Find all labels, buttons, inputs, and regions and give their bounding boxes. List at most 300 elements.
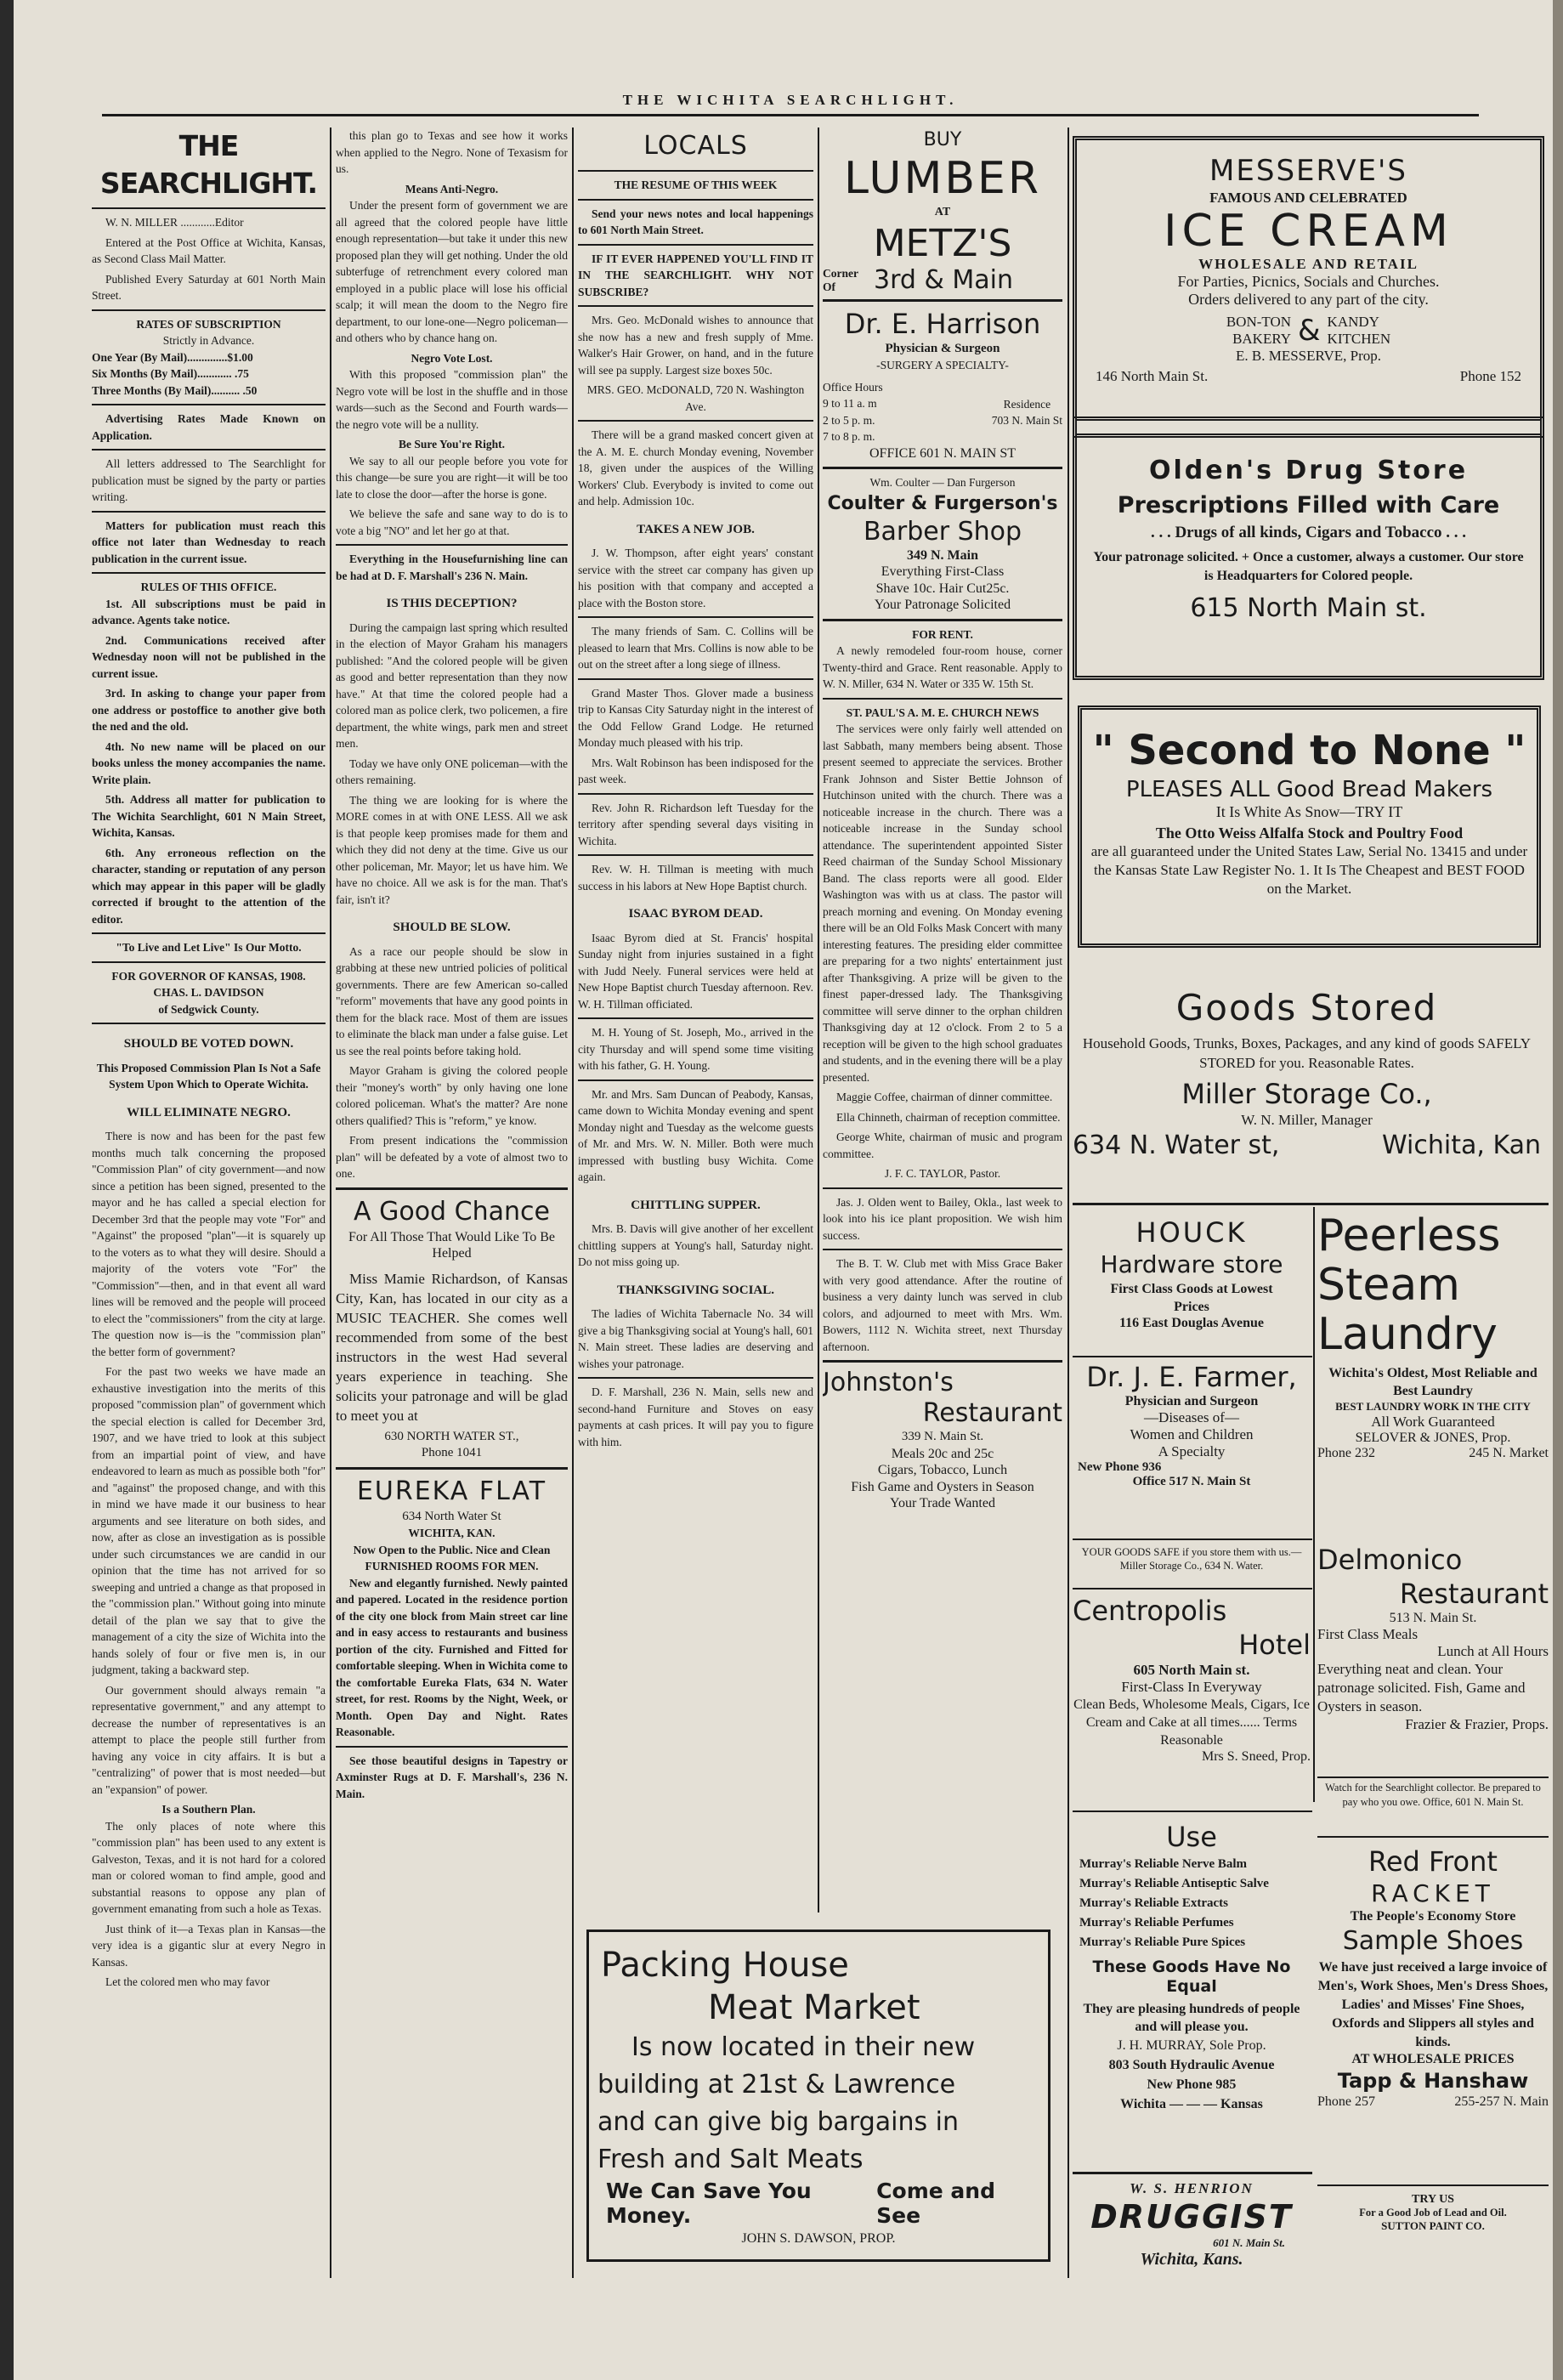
- red-front-footer: [1317, 2094, 1549, 2110]
- johnston-season: Fish Game and Oysters in Season: [851, 1479, 1034, 1494]
- bonton-label: BON-TON: [1226, 314, 1292, 330]
- peerless-props: SELOVER & JONES, Prop.: [1355, 1431, 1511, 1445]
- peerless-ad: [1317, 1211, 1549, 1534]
- messerve-famous: FAMOUS AND CELEBRATED: [1209, 190, 1407, 206]
- motto: "To Live and Let Live" Is Our Motto.: [116, 941, 302, 954]
- johnston-goods: Cigars, Tobacco, Lunch: [877, 1463, 1008, 1477]
- divider: [823, 299, 1062, 302]
- packing-prop: JOHN S. DAWSON, PROP.: [741, 2231, 896, 2246]
- murray-address: 803 South Hydraulic Avenue: [1108, 2058, 1275, 2072]
- red-front-address: 255-257 N. Main: [1454, 2094, 1549, 2109]
- divider: [1073, 1356, 1312, 1357]
- right-scan-edge: [1553, 0, 1563, 2380]
- divider: [92, 511, 326, 513]
- good-chance-address: 630 NORTH WATER ST.,: [384, 1429, 519, 1443]
- rule-item: 2nd. Communications received after Wednesday noon will not be published in the current issue.: [92, 633, 326, 680]
- eureka-title: EUREKA FLAT: [356, 1476, 547, 1506]
- goods-company: Miller Storage Co.,: [1181, 1078, 1432, 1110]
- divider: [92, 961, 326, 963]
- goods-safe-notice: YOUR GOODS SAFE if you store them with us.—Miller Storage Co., 634 N. Water.: [1081, 1546, 1302, 1572]
- goods-address: 634 N. Water st,: [1073, 1130, 1280, 1160]
- barber-address: 349 N. Main: [907, 547, 978, 563]
- residence-address: 703 N. Main St: [991, 414, 1062, 427]
- messerve-ad: [1073, 136, 1544, 438]
- packing-house-ad: [586, 1930, 1050, 2262]
- rates-heading: RATES OF SUBSCRIPTION: [136, 317, 281, 331]
- church-pastor: J. F. C. TAYLOR, Pastor.: [884, 1167, 1001, 1180]
- sutton-ad: [1317, 2193, 1549, 2252]
- packing-title: Packing House: [601, 1946, 849, 1985]
- red-front-ad: [1317, 1844, 1549, 2180]
- packing-line: Is now located in their new: [631, 2032, 976, 2062]
- farmer-phone: New Phone 936: [1078, 1460, 1162, 1474]
- murray-use: Use: [1166, 1821, 1217, 1853]
- divider: [823, 619, 1062, 621]
- divider: [92, 572, 326, 574]
- divider: [823, 1187, 1062, 1189]
- divider: [92, 449, 326, 450]
- for-rent-body: A newly remodeled four-room house, corner Twenty-third and Grace. Rent reasonable. Apply to W. N. Miller, 634 N. Water or 335 W. 15th St.: [823, 644, 1062, 690]
- divider: [1317, 1776, 1549, 1778]
- murray-product: Murray's Reliable Extracts: [1079, 1896, 1228, 1910]
- rules-heading: RULES OF THIS OFFICE.: [140, 581, 277, 593]
- peerless-laundry: Laundry: [1317, 1309, 1498, 1360]
- column-4: [823, 128, 1062, 1912]
- oldens-patronage: Your patronage solicited. + Once a customer, always a customer. Our store is Headquarters for Colored people.: [1093, 550, 1524, 583]
- kitchen-label: KITCHEN: [1327, 331, 1391, 347]
- goods-city: Wichita, Kan: [1382, 1130, 1541, 1160]
- divider: [336, 1467, 568, 1470]
- local-item: M. H. Young of St. Joseph, Mo., arrived in the city Thursday and will spend some time visiting with his father, G. H. Young.: [578, 1026, 813, 1072]
- second-title: " Second to None ": [1092, 727, 1526, 774]
- published-notice: Published Every Saturday at 601 North Main Street.: [92, 272, 326, 302]
- church-committee: George White, chairman of music and program committee.: [823, 1130, 1062, 1160]
- corner-street: 3rd & Main: [874, 264, 1014, 295]
- divider: [92, 207, 326, 209]
- peerless-address: 245 N. Market: [1469, 1446, 1549, 1460]
- eureka-open: Now Open to the Public. Nice and Clean FURNISHED ROOMS FOR MEN.: [353, 1543, 551, 1572]
- sutton-try: TRY US: [1412, 2193, 1454, 2206]
- delmonico-restaurant: Restaurant: [1399, 1578, 1549, 1610]
- murray-product: Murray's Reliable Perfumes: [1079, 1916, 1234, 1930]
- johnston-name: Johnston's: [823, 1368, 954, 1397]
- messerve-name: MESSERVE'S: [1209, 154, 1407, 188]
- red-front-shoes: Sample Shoes: [1342, 1926, 1524, 1956]
- peerless-oldest: Wichita's Oldest, Most Reliable and Best Laundry: [1328, 1366, 1538, 1398]
- article-paragraph: Under the present form of government we are all agreed that the colored people have little enough representation—but take it under this new proposed plan they will get nothing. Under the old subterfuge of retrenchment every colored man employed in a public place will lose his official scalp; it will mean the doom to the Negro fire department, to our lone-one—Negro policeman—and others who by chance hang on.: [336, 199, 568, 344]
- messerve-phone: Phone 152: [1459, 368, 1521, 384]
- harrison-hours: [823, 379, 1062, 445]
- column-rule: [330, 128, 331, 2278]
- murray-product: Murray's Reliable Nerve Balm: [1079, 1857, 1248, 1871]
- church-committee: Maggie Coffee, chairman of dinner committee.: [836, 1091, 1053, 1103]
- hours-line: 9 to 11 a. m: [823, 397, 877, 410]
- subheadline: This Proposed Commission Plan Is Not a Safe System Upon Which to Operate Wichita.: [96, 1061, 321, 1091]
- locals-title: LOCALS: [643, 131, 748, 161]
- farmer-women: Women and Children: [1130, 1426, 1254, 1442]
- johnston-restaurant: Restaurant: [922, 1398, 1062, 1428]
- henrion-city: Wichita, Kans.: [1140, 2250, 1243, 2269]
- packing-save: We Can Save You Money.: [606, 2179, 812, 2228]
- barber-prices: Shave 10c. Hair Cut25c.: [875, 581, 1010, 596]
- barber-shop: Barber Shop: [863, 516, 1022, 547]
- eureka-body: New and elegantly furnished. Newly painted and papered. Located in the residence portion of the city one block from Main street car line and in easy access to restaurants and business portion of the city. Furnished and Fitted for comfortable sleeping. When in Wichita come to the comfortable Eureka Flats, 634 N. Water street, for rest. Rooms by the Night, Week, or Month. Open Day and Night. Rates Reasonable.: [336, 1576, 568, 1738]
- johnston-meals: Meals 20c and 25c: [891, 1446, 994, 1461]
- packing-line: building at 21st & Lawrence: [597, 2070, 956, 2100]
- messerve-parties: For Parties, Picnics, Socials and Churches.: [1177, 273, 1440, 290]
- eureka-city: WICHITA, KAN.: [408, 1527, 496, 1539]
- houck-hardware: Hardware store: [1100, 1250, 1283, 1278]
- header-rule: [102, 114, 1479, 116]
- divider: [1317, 1836, 1549, 1838]
- murray-pleasing: They are pleasing hundreds of people and will please you.: [1083, 2002, 1300, 2034]
- hours-line: 2 to 5 p. m.: [823, 413, 875, 427]
- governor-heading: FOR GOVERNOR OF KANSAS, 1908.: [111, 969, 306, 983]
- headline: WILL ELIMINATE NEGRO.: [127, 1105, 291, 1119]
- subheading: Means Anti-Negro.: [405, 182, 499, 196]
- local-item: The many friends of Sam. C. Collins will be pleased to learn that Mrs. Collins is now able to be out on the street after a long siege of illness.: [578, 625, 813, 671]
- residence-label: Residence: [1003, 397, 1051, 411]
- second-white: It Is White As Snow—TRY IT: [1215, 803, 1403, 820]
- murray-equal: These Goods Have No Equal: [1092, 1958, 1291, 1996]
- farmer-name: Dr. J. E. Farmer,: [1086, 1361, 1297, 1393]
- local-item: J. W. Thompson, after eight years' constant service with the street car company has given up his position with that company and accepted a place with the Boston store.: [578, 547, 813, 609]
- messerve-wholesale: WHOLESALE AND RETAIL: [1198, 256, 1419, 272]
- article-paragraph: The only places of note where this "commission plan" has been used to any extent is Galveston, Texas, and it is not hard for a colored man or colored woman to find ample, good and substantial reasons to oppose any plan of government emanating from such a hole as Texas.: [92, 1819, 326, 1915]
- local-item: The B. T. W. Club met with Miss Grace Baker with very good attendance. After the routine of business a very dainty lunch was served in club colors, and adjourned to meet with Mrs. Wm. Bowers, 1112 N. Wichita street, next Thursday afternoon.: [823, 1257, 1062, 1353]
- lumber-at: AT: [934, 206, 951, 218]
- article-paragraph: We say to all our people before you vote for this change—be sure you are right—it will be too late to close the door—after the horse is gone.: [336, 454, 568, 501]
- bakery-label: BAKERY: [1232, 331, 1292, 347]
- column-3: [578, 128, 813, 1912]
- delmonico-address: 513 N. Main St.: [1389, 1611, 1477, 1625]
- column-rule: [818, 128, 819, 1912]
- column-2: [336, 128, 568, 2278]
- farmer-title: Physician and Surgeon: [1124, 1394, 1259, 1408]
- rate-line: One Year (By Mail)..............$1.00: [92, 350, 253, 364]
- barber-owners: Wm. Coulter — Dan Furgerson: [869, 476, 1016, 489]
- headline: SHOULD BE VOTED DOWN.: [123, 1037, 294, 1051]
- sutton-job: For a Good Job of Lead and Oil.: [1359, 2207, 1507, 2218]
- local-item: Rev. W. H. Tillman is meeting with much success in his labors at New Hope Baptist church.: [578, 863, 813, 892]
- farmer-diseases: —Diseases of—: [1144, 1409, 1239, 1425]
- delmonico-ad: [1317, 1543, 1549, 1772]
- red-front-tapp: Tapp & Hanshaw: [1337, 2069, 1529, 2093]
- ampersand: &: [1298, 314, 1321, 348]
- column-rule: [572, 128, 574, 2278]
- johnston-trade: Your Trade Wanted: [890, 1496, 995, 1510]
- oldens-address: 615 North Main st.: [1190, 593, 1427, 623]
- good-chance-sub: For All Those That Would Like To Be Helped: [348, 1229, 556, 1261]
- divider: [823, 1360, 1062, 1363]
- divider: [336, 544, 568, 546]
- article-paragraph: For the past two weeks we have made an exhaustive investigation into the merits of this proposed "commission plan" of government which the special election is called for December 3rd, 1907, and we have tried to look at this subject from an impartial point of view, and have endeavored to learn as much as possible both "for" and "against" the proposed change, and with this in mind we have made it our business to hear arguments and see literature on both sides, and now, after as close an investigation as is possible under such circumstances we are candid in our opinion that the time has not arrived for so sweeping and untried a change as that proposed in the "commission plan." Without going into minute detail of the plan we say that to give the management of a city the size of Wichita into the hands solely of four or five men is, in our judgment, taking a backward step.: [92, 1365, 326, 1676]
- murray-ad: [1073, 1819, 1311, 2168]
- messerve-icecream: ICE CREAM: [1164, 206, 1453, 257]
- messerve-footer: [1096, 368, 1521, 385]
- peerless-footer: [1317, 1446, 1549, 1461]
- subheading: Be Sure You're Right.: [398, 438, 505, 450]
- divider: [578, 305, 813, 307]
- centropolis-first: First-Class In Everyway: [1121, 1679, 1262, 1695]
- bonton-left: [1226, 314, 1291, 348]
- article-paragraph: The thing we are looking for is where the MORE comes in at with ONE LESS. All we ask is that people keep promises made for them and which they did not deny at the time. Give us our other policeman, Mr. Mayor; let us have him. We have no choice. All we ask is for the man. That's fair, isn't it?: [336, 793, 568, 906]
- lumber-word: LUMBER: [844, 153, 1041, 204]
- second-to-none-ad: [1078, 706, 1541, 948]
- murray-product: Murray's Reliable Antiseptic Salve: [1079, 1877, 1269, 1890]
- metz-name: METZ'S: [873, 221, 1012, 265]
- rule-item: 4th. No new name will be placed on our books unless the money accompanies the name. Write plain.: [92, 740, 326, 786]
- article-paragraph: Mayor Graham is giving the colored people their "money's worth" by only having one lone colored policeman. What's the matter? Are none others qualified? This is "reform," ye know.: [336, 1064, 568, 1127]
- oldens-name: Olden's Drug Store: [1148, 456, 1469, 485]
- divider: [578, 678, 813, 680]
- article-paragraph: As a race our people should be slow in grabbing at these new untried policies of political governments. There are few American so-called "reform" movements that have any good points in them for the black race. Most of them are issues to eliminate the black man under a false guise. Let us see the real points before taking hold.: [336, 944, 568, 1057]
- headline: TAKES A NEW JOB.: [637, 522, 755, 536]
- local-item: Mrs. Geo. McDonald wishes to announce that she now has a new and fresh supply of Mme. Walker's Hair Grower, on hand, and in the future will see pa supply. Largest size boxes 50c.: [578, 314, 813, 377]
- kandy-label: KANDY: [1327, 314, 1379, 330]
- henrion-druggist: DRUGGIST: [1090, 2198, 1293, 2236]
- letters-notice: All letters addressed to The Searchlight for publication must be signed by the party or parties writing.: [92, 457, 326, 503]
- running-header: THE WICHITA SEARCHLIGHT.: [622, 92, 959, 108]
- good-chance-title: A Good Chance: [354, 1196, 550, 1227]
- divider: [578, 1377, 813, 1379]
- houck-name: HOUCK: [1135, 1216, 1248, 1249]
- bonton-right: [1328, 314, 1391, 348]
- column-rule: [1067, 128, 1069, 2278]
- hours-label: Office Hours: [823, 380, 883, 394]
- divider: [1073, 1810, 1312, 1812]
- headline: ISAAC BYROM DEAD.: [628, 907, 763, 921]
- goods-footer: [1073, 1130, 1541, 1160]
- local-item: Jas. J. Olden went to Bailey, Okla., last week to look into his ice plant proposition. We wish him success.: [823, 1195, 1062, 1242]
- hours-block: [823, 379, 883, 445]
- collector-notice: Watch for the Searchlight collector. Be prepared to pay who you owe. Office, 601 N. Main St.: [1325, 1782, 1541, 1808]
- rugs-ad: See those beautiful designs in Tapestry or Axminster Rugs at D. F. Marshall's, 236 N. Main.: [336, 1754, 568, 1800]
- peerless-name: Peerless: [1317, 1211, 1501, 1261]
- goods-title: Goods Stored: [1175, 987, 1438, 1028]
- article-paragraph: this plan go to Texas and see how it works when applied to the Negro. None of Texasism for us.: [336, 129, 568, 175]
- article-paragraph: We believe the safe and sane way to do is to vote a big "NO" and let her go at that.: [336, 507, 568, 537]
- rate-line: Three Months (By Mail).......... .50: [92, 383, 258, 397]
- divider: [578, 420, 813, 422]
- farmer-specialty: A Specialty: [1158, 1443, 1226, 1459]
- local-item: The ladies of Wichita Tabernacle No. 34 will give a big Thanksgiving social at Young's hall, 601 N. Main street. These ladies are deserving and wishes your patronage.: [578, 1307, 813, 1370]
- farmer-ad: [1073, 1360, 1311, 1547]
- messerve-orders: Orders delivered to any part of the city.: [1188, 291, 1429, 308]
- messerve-prop: E. B. MESSERVE, Prop.: [1235, 348, 1382, 364]
- delmonico-name: Delmonico: [1317, 1544, 1463, 1576]
- henrion-name: W. S. HENRION: [1130, 2180, 1254, 2196]
- henrion-ad: [1073, 2180, 1311, 2282]
- divider: [578, 199, 813, 201]
- good-chance-body: Miss Mamie Richardson, of Kansas City, Kan, has located in our city as a MUSIC TEACHER. She comes well recommended from some of the best instructors in the west Had several years experience in teaching. She solicits your patronage and will be glad to meet you at: [336, 1270, 568, 1424]
- headline: SHOULD BE SLOW.: [393, 921, 511, 934]
- peerless-steam: Steam: [1317, 1260, 1460, 1311]
- corner-label: Corner Of: [823, 266, 858, 293]
- harrison-name: Dr. E. Harrison: [844, 307, 1041, 340]
- murray-prop: J. H. MURRAY, Sole Prop.: [1117, 2038, 1266, 2053]
- local-item: Isaac Byrom died at St. Francis' hospital Sunday night from injuries sustained in a fight with Judd Neely. Funeral services were held at New Hope Baptist church Tuesday afternoon. Rev. W. H. Tillman officiated.: [578, 931, 813, 1011]
- marshall-ad: Everything in the Housefurnishing line can be had at D. F. Marshall's 236 N. Main.: [336, 552, 568, 582]
- divider: [578, 244, 813, 246]
- good-chance-phone: Phone 1041: [421, 1446, 483, 1459]
- local-item: D. F. Marshall, 236 N. Main, sells new and second-hand Furniture and Stoves on easy payments at cash prices. It will pay you to figure with him.: [578, 1386, 813, 1448]
- centropolis-name: Centropolis: [1073, 1595, 1227, 1627]
- barber-patronage: Your Patronage Solicited: [874, 598, 1011, 612]
- red-front-phone: Phone 257: [1317, 2094, 1375, 2109]
- red-front-wholesale: AT WHOLESALE PRICES: [1351, 2052, 1515, 2066]
- centropolis-ad: [1073, 1594, 1311, 1806]
- murray-phone: New Phone 985: [1147, 2077, 1237, 2092]
- goods-stored-ad: [1071, 986, 1543, 1198]
- advertising-rates: Advertising Rates Made Known on Application.: [92, 412, 326, 442]
- delmonico-meals: First Class Meals: [1317, 1626, 1419, 1642]
- packing-line: and can give big bargains in: [597, 2107, 960, 2137]
- divider: [336, 1746, 568, 1748]
- peerless-guaranteed: All Work Guaranteed: [1371, 1414, 1495, 1430]
- delmonico-body: Everything neat and clean. Your patronage solicited. Fish, Game and Oysters in season.: [1317, 1661, 1526, 1714]
- rates-sub: Strictly in Advance.: [162, 334, 255, 347]
- subscribe-notice: IF IT EVER HAPPENED YOU'LL FIND IT IN THE SEARCHLIGHT. WHY NOT SUBSCRIBE?: [578, 252, 813, 298]
- subheading: Negro Vote Lost.: [411, 351, 493, 365]
- divider: [1073, 1203, 1549, 1205]
- local-item: Mr. and Mrs. Sam Duncan of Peabody, Kansas, came down to Wichita Monday evening and spent Monday night and Tuesday as the welcome guests of Mr. and Mrs. W. N. Miller. Both were much impressed with bustling busy Wichita. Come again.: [578, 1087, 813, 1183]
- church-committee: Ella Chinneth, chairman of reception committee.: [836, 1110, 1061, 1124]
- article-paragraph: Today we have only ONE policeman—with the others remaining.: [336, 756, 568, 786]
- red-front-name: Red Front: [1368, 1845, 1498, 1878]
- goods-desc: Household Goods, Trunks, Boxes, Packages, and any kind of goods SAFELY STORED for you. Reasonable Rates.: [1082, 1035, 1532, 1071]
- lumber-buy: BUY: [923, 129, 962, 150]
- headline: IS THIS DECEPTION?: [386, 597, 518, 610]
- bonton-row: [1077, 314, 1540, 348]
- headline: THANKSGIVING SOCIAL.: [616, 1283, 775, 1297]
- divider: [823, 467, 1062, 469]
- article-paragraph: During the campaign last spring which resulted in the election of Mayor Graham his managers published: "And the colored people will be given as good and better representation than they now have." At that time the colored people had a colored man as police clerk, two policemen, a fire department, the white wings, park men and street men.: [336, 620, 568, 750]
- article-paragraph: From present indications the "commission plan" will be defeated by a vote of almost two to one.: [336, 1134, 568, 1180]
- henrion-address: 601 N. Main St.: [1213, 2236, 1285, 2249]
- packing-line: Fresh and Salt Meats: [597, 2145, 864, 2174]
- divider: [92, 404, 326, 405]
- second-guarantee: are all guaranteed under the United States Law, Serial No. 13415 and under the Kansas State Law Register No. 1. It Is The Cheapest and BEST FOOD on the Market.: [1090, 843, 1528, 897]
- divider: [92, 932, 326, 934]
- divider: [823, 1249, 1062, 1250]
- peerless-phone: Phone 232: [1317, 1446, 1375, 1460]
- divider: [92, 309, 326, 311]
- resume-heading: THE RESUME OF THIS WEEK: [614, 178, 778, 191]
- peerless-best: BEST LAUNDRY WORK IN THE CITY: [1335, 1400, 1531, 1413]
- article-paragraph: Our government should always remain "a representative government," and any attempt to decrease the number of representatives is an attempt to place the people still further from having any voice in city affairs. It is but a "centralizing" of power that is most needed—but an "expansion" of power.: [92, 1683, 326, 1796]
- oldens-drugs: . . . Drugs of all kinds, Cigars and Tobacco . . .: [1150, 524, 1467, 541]
- send-news: Send your news notes and local happenings to 601 North Main Street.: [578, 207, 813, 236]
- sutton-name: SUTTON PAINT CO.: [1381, 2219, 1485, 2232]
- matters-notice: Matters for publication must reach this office not later than Wednesday to reach publication in the current issue.: [92, 518, 326, 565]
- barber-line: Everything First-Class: [881, 564, 1005, 579]
- headline: CHITTLING SUPPER.: [631, 1198, 761, 1212]
- rule-item: 3rd. In asking to change your paper from one address or postoffice to another give both the ned and the old.: [92, 687, 326, 733]
- goods-manager: W. N. Miller, Manager: [1241, 1112, 1373, 1128]
- red-front-economy: The People's Economy Store: [1350, 1909, 1516, 1924]
- divider: [578, 170, 813, 172]
- eureka-address: 634 North Water St: [402, 1509, 501, 1523]
- local-item: There will be a grand masked concert given at the A. M. E. church Monday evening, November 18, given under the auspices of the Willing Workers' Club. Everybody is invited to come out and help. Admission 10c.: [578, 428, 813, 507]
- murray-product: Murray's Reliable Pure Spices: [1079, 1935, 1246, 1949]
- for-rent-heading: FOR RENT.: [912, 627, 973, 641]
- oldens-prescriptions: Prescriptions Filled with Care: [1117, 492, 1500, 518]
- divider: [578, 1080, 813, 1081]
- subheading: Is a Southern Plan.: [161, 1803, 256, 1816]
- divider: [578, 854, 813, 856]
- houck-address: 116 East Douglas Avenue: [1119, 1316, 1264, 1330]
- packing-footer: [606, 2179, 1031, 2228]
- centropolis-hotel: Hotel: [1238, 1629, 1311, 1661]
- divider: [823, 698, 1062, 700]
- divider: [1073, 1538, 1312, 1540]
- divider: [336, 1187, 568, 1190]
- divider: [578, 793, 813, 795]
- delmonico-lunch: Lunch at All Hours: [1437, 1643, 1549, 1659]
- hours-line: 7 to 8 p. m.: [823, 430, 875, 443]
- church-heading: ST. PAUL'S A. M. E. CHURCH NEWS: [846, 706, 1039, 719]
- divider: [578, 1017, 813, 1019]
- harrison-specialty: -SURGERY A SPECIALTY-: [876, 359, 1009, 371]
- second-pleases: PLEASES ALL Good Bread Makers: [1125, 777, 1493, 802]
- messerve-address: 146 North Main St.: [1096, 368, 1209, 384]
- divider: [92, 1023, 326, 1024]
- second-food: The Otto Weiss Alfalfa Stock and Poultry Food: [1155, 824, 1464, 842]
- centropolis-body: Clean Beds, Wholesome Meals, Cigars, Ice Cream and Cake at all times...... Terms Reasonable: [1073, 1697, 1310, 1748]
- church-body: The services were only fairly well attended on last Sabbath, many members being absent. Those present seemed to appreciate the services. Brother Frank Johnson and Sister Bettie Johnson of Hutchinson united with the church. There was a noticeable increase in the church. There was a noticeable increase in the Sunday school attendance. The superintendent appointed Sister Reed chairman of the Sunday School Missionary Band. The class reports were all good. Elder Washington was with us at class. The pastor will preach morning and evening. On Monday evening there will be an Old Folks Mask Concert with many interesting features. The presiding elder committee are preparing for a two nights' entertainment just after Thanksgiving. A prize will be given to the finest paper-dressed lady. The Thanksgiving committee will serve dinner to the orphan children Thanksgiving day at 12 o'clock. From 2 to 5 a reception will be given to the high school graduates and students, and in the evening there will be a play presented.: [823, 722, 1062, 1084]
- farmer-office: Office 517 N. Main St: [1132, 1475, 1251, 1488]
- packing-subtitle: Meat Market: [708, 1988, 920, 2027]
- article-paragraph: With this proposed "commission plan" the Negro vote will be lost in the shuffle and in those wards—such as the Second and Fourth wards—the negro vote will be a nullity.: [336, 368, 568, 431]
- red-front-body: We have just received a large invoice of Men's, Work Shoes, Men's Dress Shoes, Ladies' and Misses' Fine Shoes, Oxfords and Slippers all styles and kinds.: [1317, 1960, 1549, 2049]
- article-paragraph: There is now and has been for the past few months much talk concerning the proposed "Commission Plan" of city government—and now since a petition has been signed, presented to the mayor and he has called a special election for December 3rd that the people may vote "For" and "Against" the proposed "plan"—it is squarely up to the voters as to what they will desire. Should a majority of the voters vote "For" the "Commission"—then, and in that event all ward lines will be removed and the people will proceed to elect the "commissioners" from the city at large. The question now is—is the "commission plan" the better form of government?: [92, 1130, 326, 1358]
- entered-notice: Entered at the Post Office at Wichita, Kansas, as Second Class Mail Matter.: [92, 235, 326, 265]
- delmonico-props: Frazier & Frazier, Props.: [1405, 1716, 1549, 1732]
- oldens-ad: [1073, 416, 1544, 680]
- local-item: Mrs. B. Davis will give another of her excellent chittling suppers at Young's hall, Saturday night. Do not miss going up.: [578, 1222, 813, 1268]
- rule-item: 6th. Any erroneous reflection on the character, standing or reputation of any person which may appear in this paper will be gladly corrected if brought to the attention of the editor.: [92, 846, 326, 926]
- houck-goods: First Class Goods at Lowest Prices: [1110, 1282, 1273, 1314]
- rate-line: Six Months (By Mail)............ .75: [92, 367, 249, 380]
- harrison-office: OFFICE 601 N. MAIN ST: [869, 445, 1016, 461]
- houck-ad: [1073, 1216, 1311, 1352]
- divider: [1317, 2184, 1549, 2186]
- rule-item: 1st. All subscriptions must be paid in advance. Agents take notice.: [92, 597, 326, 626]
- column-rule: [1313, 1207, 1315, 1802]
- editor-line: W. N. MILLER ............Editor: [105, 216, 244, 229]
- article-paragraph: Let the colored men who may favor: [105, 1975, 270, 1988]
- left-scan-edge: [0, 0, 14, 2380]
- johnston-address: 339 N. Main St.: [901, 1430, 984, 1443]
- divider: [1073, 1588, 1312, 1590]
- rule-item: 5th. Address all matter for publication to The Wichita Searchlight, 601 N Main Street, Wichita, Kansas.: [92, 793, 326, 839]
- local-signature: MRS. GEO. McDONALD, 720 N. Washington Ave.: [586, 383, 805, 413]
- red-front-racket: RACKET: [1371, 1879, 1495, 1907]
- article-paragraph: Just think of it—a Texas plan in Kansas—the very idea is a gigantic slur at every Negro in Kansas.: [92, 1922, 326, 1969]
- local-item: Grand Master Thos. Glover made a business trip to Kansas City Saturday night in the interest of the Odd Fellow Grand Lodge. He returned Monday much pleased with his trip.: [578, 686, 813, 749]
- governor-name: CHAS. L. DAVIDSON: [153, 986, 264, 999]
- local-item: Mrs. Walt Robinson has been indisposed for the past week.: [578, 756, 813, 785]
- residence-block: [992, 379, 1062, 445]
- barber-name: Coulter & Furgerson's: [827, 492, 1058, 514]
- packing-come: Come and See: [876, 2179, 995, 2228]
- paper-title: THE SEARCHLIGHT.: [99, 129, 318, 200]
- centropolis-prop: Mrs S. Sneed, Prop.: [1201, 1749, 1311, 1764]
- column-1: [92, 128, 326, 2278]
- centropolis-address: 605 North Main st.: [1133, 1662, 1250, 1678]
- murray-city: Wichita — — — Kansas: [1120, 2097, 1263, 2111]
